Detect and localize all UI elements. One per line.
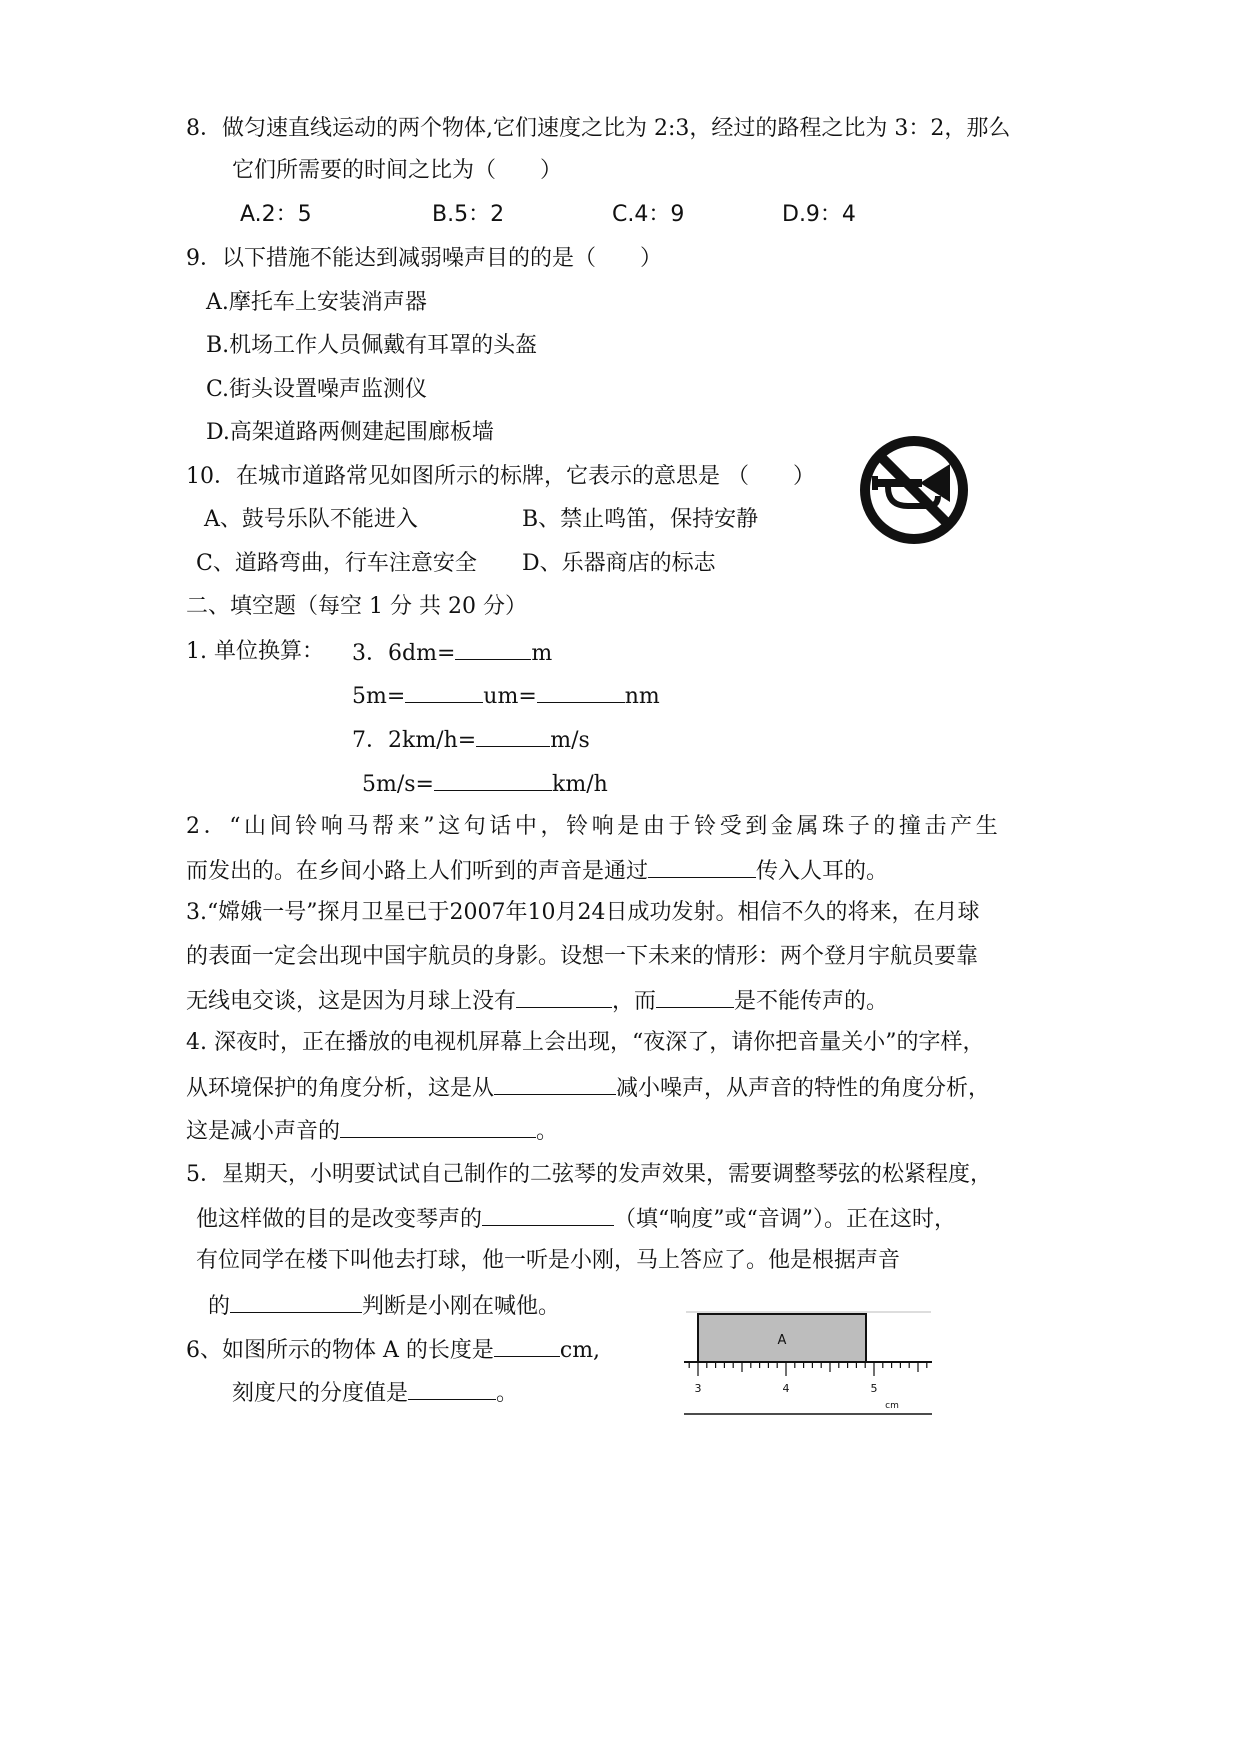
f3-line1: 3.“嫦娥一号”探月卫星已于2007年10月24日成功发射。相信不久的将来，在月球 [186, 900, 980, 925]
f4-blank-2[interactable] [340, 1115, 536, 1138]
no-horn-sign-icon [858, 434, 970, 546]
f5-text-b: （填“响度”或“音调”）。正在这时， [614, 1207, 957, 1232]
f1-b-blank-2[interactable] [537, 680, 625, 703]
q10-option-d: D、乐器商店的标志 [522, 551, 716, 576]
f5-text-c: 的 [208, 1294, 231, 1319]
f3-text-b: ，而 [612, 989, 657, 1014]
q10-option-c: C、道路弯曲，行车注意安全 [196, 551, 477, 576]
f3-text-c: 是不能传声的。 [734, 989, 889, 1014]
f1-c-right: m/s [550, 728, 590, 753]
q9-option-b: B.机场工作人员佩戴有耳罩的头盔 [206, 333, 538, 358]
q9-stem: 9．以下措施不能达到减弱噪声目的的是（ ） [186, 246, 662, 271]
f5-text-a: 他这样做的目的是改变琴声的 [196, 1207, 483, 1232]
f6-text-a: 6、如图所示的物体 A 的长度是 [186, 1338, 494, 1363]
q9-option-a: A.摩托车上安装消声器 [206, 290, 427, 315]
q10-stem: 10．在城市道路常见如图所示的标牌，它表示的意思是 （ ） [186, 464, 815, 489]
f3-text-a: 无线电交谈，这是因为月球上没有 [186, 989, 517, 1014]
f3-blank-2[interactable] [656, 985, 734, 1008]
q8-line2: 它们所需要的时间之比为（ ） [232, 158, 563, 183]
f1-row-d [362, 768, 608, 800]
f1-a-left: 3．6dm= [352, 641, 456, 666]
f2-line2 [186, 855, 888, 887]
f6-line1 [186, 1334, 600, 1366]
f4-line3 [186, 1115, 558, 1147]
f1-b-left: 5m= [352, 684, 406, 709]
f1-row-b [352, 680, 660, 712]
tick-label-3: 3 [694, 1382, 702, 1395]
q8-option-d: D.9：4 [782, 202, 856, 227]
f1-b-right: nm [624, 684, 660, 709]
f2-blank[interactable] [648, 855, 756, 878]
f3-blank-1[interactable] [516, 985, 612, 1008]
f1-a-right: m [531, 641, 553, 666]
object-a-label: A [777, 1333, 787, 1348]
f6-text-b: cm, [559, 1338, 601, 1363]
f1-c-left: 7．2km/h= [352, 728, 477, 753]
f1-b-mid: um= [483, 684, 537, 709]
f6-blank-2[interactable] [408, 1377, 496, 1400]
q8-option-c: C.4：9 [612, 202, 685, 227]
f4-line2 [186, 1072, 990, 1104]
f5-line4 [208, 1290, 560, 1322]
f1-a-blank[interactable] [455, 637, 531, 660]
f5-text-d: 判断是小刚在喊他。 [362, 1294, 561, 1319]
q10-option-a: A、鼓号乐队不能进入 [204, 507, 418, 532]
f2-text-a: 而发出的。在乡间小路上人们听到的声音是通过 [186, 859, 649, 884]
q8-line1: 8．做匀速直线运动的两个物体,它们速度之比为 2:3，经过的路程之比为 3：2，那么 [186, 116, 1011, 141]
f1-row-a [352, 637, 552, 669]
ruler-unit: cm [885, 1401, 899, 1411]
f1-label: 1. 单位换算： [186, 639, 324, 664]
f4-text-c: 这是减小声音的 [186, 1119, 341, 1144]
f6-blank-1[interactable] [494, 1334, 560, 1357]
f4-line1: 4. 深夜时，正在播放的电视机屏幕上会出现，“夜深了，请你把音量关小”的字样， [186, 1030, 985, 1055]
f5-line3: 有位同学在楼下叫他去打球，他一听是小刚，马上答应了。他是根据声音 [196, 1248, 901, 1273]
f1-d-left: 5m/s= [362, 772, 434, 797]
section-2-title: 二、填空题（每空 1 分 共 20 分） [186, 594, 527, 619]
f1-c-blank[interactable] [476, 724, 550, 747]
f5-line2 [196, 1203, 956, 1235]
q8-option-b: B.5：2 [432, 202, 505, 227]
ruler-figure [676, 1308, 938, 1420]
q10-option-b: B、禁止鸣笛，保持安静 [522, 507, 759, 532]
f1-d-right: km/h [552, 772, 608, 797]
f3-line2: 的表面一定会出现中国宇航员的身影。设想一下未来的情形：两个登月宇航员要靠 [186, 944, 979, 969]
f6-line2 [232, 1377, 518, 1409]
f1-d-blank[interactable] [434, 768, 552, 791]
f3-line3 [186, 985, 888, 1017]
q9-option-c: C.街头设置噪声监测仪 [206, 377, 428, 402]
f5-line1: 5．星期天，小明要试试自己制作的二弦琴的发声效果，需要调整琴弦的松紧程度， [186, 1162, 992, 1187]
f6-text-d: 。 [496, 1381, 519, 1406]
f1-b-blank-1[interactable] [405, 680, 483, 703]
f4-blank-1[interactable] [494, 1072, 616, 1095]
f5-blank-1[interactable] [482, 1203, 614, 1226]
q9-option-d: D.高架道路两侧建起围廊板墙 [206, 420, 494, 445]
tick-label-4: 4 [782, 1382, 790, 1395]
f5-blank-2[interactable] [230, 1290, 362, 1313]
f4-text-a: 从环境保护的角度分析，这是从 [186, 1076, 495, 1101]
tick-label-5: 5 [870, 1382, 878, 1395]
f1-row-c [352, 724, 590, 756]
f2-line1: 2．“山间铃响马帮来”这句话中，铃响是由于铃受到金属珠子的撞击产生 [186, 814, 1002, 839]
f4-text-d: 。 [536, 1119, 559, 1144]
f2-text-b: 传入人耳的。 [756, 859, 889, 884]
f6-text-c: 刻度尺的分度值是 [232, 1381, 409, 1406]
f4-text-b: 减小噪声，从声音的特性的角度分析， [616, 1076, 991, 1101]
q8-option-a: A.2：5 [240, 202, 312, 227]
